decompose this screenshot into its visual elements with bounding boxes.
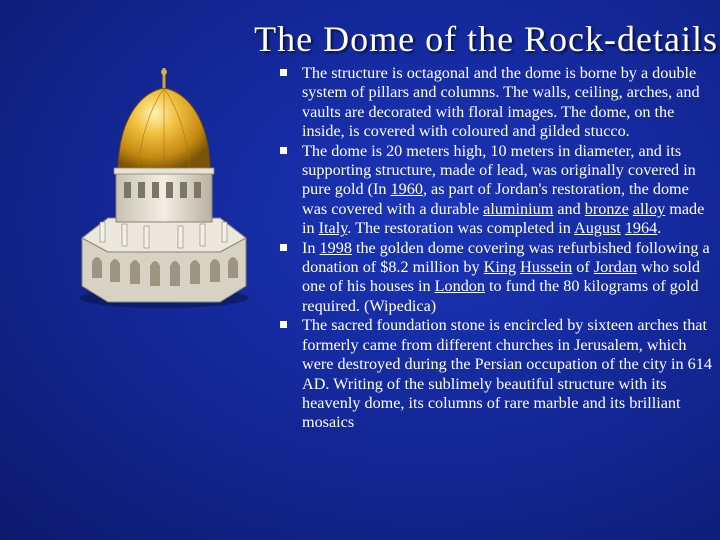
square-bullet-icon bbox=[280, 69, 287, 76]
slide-title: The Dome of the Rock-details bbox=[254, 19, 718, 59]
text-run: who sold one of his houses in bbox=[302, 258, 700, 296]
hyperlink[interactable]: August bbox=[574, 219, 621, 238]
text-run: and bbox=[553, 199, 585, 218]
text-run: In bbox=[302, 238, 320, 257]
square-bullet-icon bbox=[280, 321, 287, 328]
hyperlink[interactable]: London bbox=[434, 277, 485, 296]
hyperlink[interactable]: Italy bbox=[318, 219, 348, 238]
bullet-item bbox=[276, 316, 716, 432]
bullet-list bbox=[276, 64, 716, 433]
text-run: The structure is octagonal and the dome is borne by a double system of pillars and columns. The walls, ceiling, arches, and vaults are decorated with floral images. The dome, on the inside, is covered with coloured and gilded stucco. bbox=[302, 64, 700, 141]
hyperlink[interactable]: aluminium bbox=[483, 199, 554, 218]
bullet-item bbox=[276, 64, 716, 142]
bullet-item bbox=[276, 142, 716, 239]
text-run: to fund the 80 kilograms of gold required. (Wipedica) bbox=[302, 277, 699, 315]
square-bullet-icon bbox=[280, 244, 287, 251]
square-bullet-icon bbox=[280, 147, 287, 154]
hyperlink[interactable]: 1964 bbox=[624, 219, 658, 238]
hyperlink[interactable]: 1998 bbox=[319, 238, 352, 257]
text-run: the golden dome covering was refurbished following a donation of $8.2 million by bbox=[302, 238, 710, 277]
text-run: The dome is 20 meters high, 10 meters in diameter, and its supporting structure, made of lead, was originally covered in pure gold (In bbox=[302, 141, 696, 199]
hyperlink[interactable]: alloy bbox=[632, 199, 666, 218]
text-run: of bbox=[572, 258, 594, 277]
hyperlink[interactable]: bronze bbox=[584, 199, 629, 218]
bullet-item bbox=[276, 239, 716, 317]
bullet-text bbox=[302, 64, 700, 140]
text-run: The sacred foundation stone is encircled by sixteen arches that formerly came from different churches in Jerusalem, which were destroyed during the Persian occupation of the city in 614 AD. Writing of the sublimely beautiful structure with its heavenly dome, its columns of rare marble and its brilliant mosaics bbox=[302, 316, 712, 432]
bullet-text bbox=[302, 316, 712, 431]
text-run: . The restoration was completed in bbox=[347, 219, 574, 238]
hyperlink[interactable]: 1960 bbox=[390, 180, 423, 199]
text-run: , as part of Jordan's restoration, the dome was covered with a durable bbox=[302, 180, 689, 218]
dome-model-image bbox=[78, 62, 250, 310]
hyperlink[interactable]: Hussein bbox=[520, 258, 573, 277]
text-run: . bbox=[657, 219, 662, 238]
text-run: made in bbox=[302, 199, 705, 238]
bullet-text bbox=[302, 142, 704, 238]
hyperlink[interactable]: King bbox=[483, 258, 517, 277]
bullet-text bbox=[302, 239, 710, 315]
hyperlink[interactable]: Jordan bbox=[593, 258, 637, 277]
